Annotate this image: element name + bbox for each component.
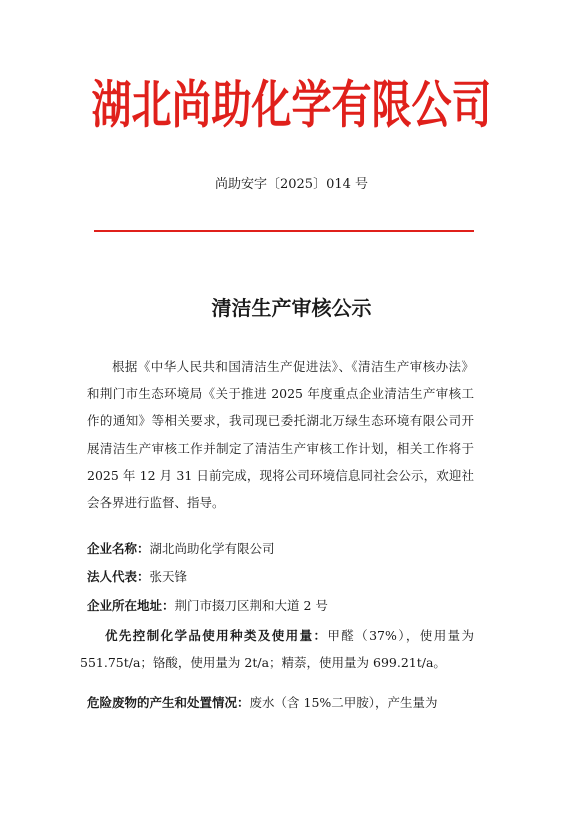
company-address-value: 荆门市掇刀区荆和大道 2 号 (174, 598, 328, 613)
company-name-value: 湖北尚助化学有限公司 (149, 541, 275, 556)
priority-chemicals-label: 优先控制化学品使用种类及使用量： (105, 628, 328, 643)
priority-chemicals-field (80, 622, 474, 676)
organization-name: 湖北尚助化学有限公司 (91, 75, 492, 136)
hazardous-waste-field (87, 689, 487, 716)
notice-body: 根据《中华人民共和国清洁生产促进法》、《清洁生产审核办法》和荆门市生态环境局《关于推进 2025 年度重点企业清洁生产审核工作的通知》等相关要求，我司现已委托湖北万绿生态环境有限公司开展清洁生产审核工作并制定了清洁生产审核工作计划，相关工作将于 2025 年 12 月 31 日前完成，现将公司环境信息同社会公示，欢迎社会各界进行监督、指导。 (87, 359, 474, 511)
document-number: 尚助安字〔2025〕014 号 (214, 177, 369, 192)
company-address-label: 企业所在地址： (87, 598, 175, 613)
legal-representative-field (87, 563, 487, 590)
company-name-field (87, 535, 487, 562)
hazardous-waste-value: 废水（含 15%二甲胺），产生量为 (249, 695, 438, 710)
notice-title: 清洁生产审核公示 (211, 296, 372, 320)
legal-representative-label: 法人代表： (87, 569, 150, 584)
company-name-label: 企业名称： (87, 541, 150, 556)
company-address-field (87, 592, 487, 619)
priority-chemicals-value: 甲醛（37%），使用量为 551.75t/a；铬酸，使用量为 2t/a；精萘，使用量为 699.21t/a。 (80, 628, 474, 670)
hazardous-waste-label: 危险废物的产生和处置情况： (87, 695, 250, 710)
legal-representative-value: 张天锋 (149, 569, 188, 584)
header-divider (94, 230, 474, 232)
